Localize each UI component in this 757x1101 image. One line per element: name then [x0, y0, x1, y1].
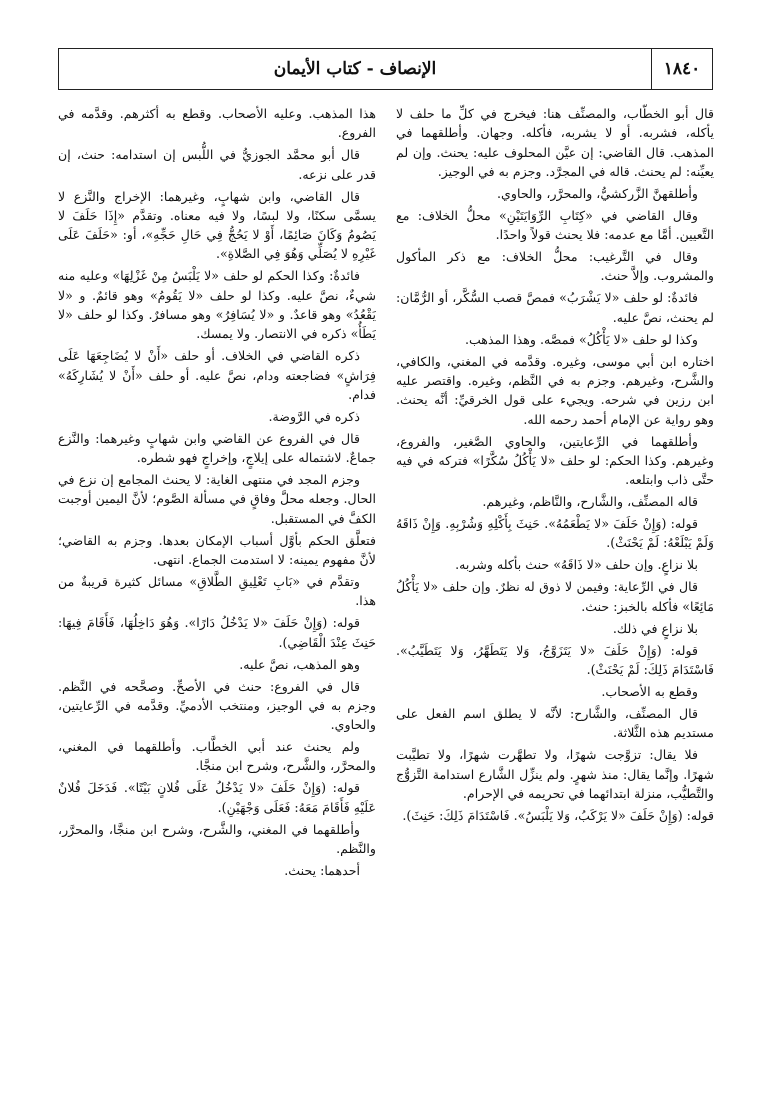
- paragraph: وتقدَّم في «بَابِ تَعْلِيقِ الطَّلاقِ» مسائل كثيرة قريبةٌ من هذا.: [58, 574, 376, 609]
- paragraph: وكذا لو حلف «لا يَأْكُلُ» فمصَّه. وهذا المذهب.: [464, 331, 698, 347]
- paragraph: أحدهما: يحنث.: [284, 862, 360, 878]
- paragraph: اختاره ابن أبي موسى، وغيره. وقدَّمه في المغني، والكافي، والشَّرح، وغيرهم. وجزم به في النَّظم، وغيره. واقتصر عليه ابن رزين في شرحه. ويجيء على قول الخرقيِّ: أنَّه يحنث. وهو رواية عن الإمام أحمد رحمه الله.: [396, 353, 714, 427]
- paragraph: فائدةٌ: لو حلف «لا يَشْرَبُ» فمصَّ قصب السُّكَّر، أو الرُّمَّان: لم يحنث، نصَّ عليه.: [396, 290, 714, 325]
- paragraph: ذكره في الرَّوضة.: [268, 408, 360, 424]
- page-header: [58, 48, 713, 90]
- right-text-column: [396, 104, 714, 1094]
- paragraph: وقال القاضي في «كِتَابِ الرِّوَايَتَيْنِ» محلُّ الخلاف: مع التَّعيين. أمَّا مع عدمه: فلا يحنث قولاً واحدًا.: [396, 207, 714, 243]
- paragraph: قوله: (وَإِنْ حَلَفَ «لا يَدْخُلُ دَارًا». وَهُوَ دَاخِلُهَا، فَأَقَامَ فِيهَا: حَنِثَ عِنْدَ الْقَاضِي).: [58, 615, 376, 650]
- paragraph: بلا نزاعٍ في ذلك.: [612, 620, 698, 636]
- paragraph: قوله: (وَإِنْ حَلَفَ «لا يَدْخُلُ عَلَى فُلانٍ بَيْتًا». فَدَخَلَ فُلانٌ عَلَيْهِ فَأَقَامَ مَعَهُ: فَعَلَى وَجْهَيْنِ).: [58, 780, 376, 815]
- paragraph: وأطلقهنَّ الزَّركشيُّ، والمحرَّر، والحاوي.: [497, 185, 698, 201]
- paragraph: وأطلقهما في الرِّعايتين، والحاوي الصَّغير، والفروع، وغيرهم. وكذا الحكم: لو حلف «لا يَأْكُلُ سُكَّرًا» فتركه في فيه حتَّى ذاب وابتلعه.: [396, 433, 714, 488]
- paragraph: قال في الفروع عن القاضي وابن شهابٍ وغيرهما: والنَّزع جماعٌ. لاشتماله على إيلاجٍ، وإخراجٍ فهو شطره.: [58, 430, 376, 466]
- paragraph: قوله: (وَإِنْ حَلَفَ «لا يَرْكَبُ، وَلا يَلْبَسُ». فَاسْتَدَامَ ذَلِكَ: حَنِثَ).: [402, 807, 714, 823]
- paragraph: وقطع به الأصحاب.: [601, 683, 698, 699]
- paragraph: فلا يقال: تزوَّجت شهرًا، ولا تطهَّرت شهرًا، ولا تطيَّبت شهرًا. وإنَّما يقال: منذ شهرٍ. ولم ينزِّل الشَّارع استدامة التَّزوُّج والتَّطيُّب، منزلة ابتدائهما في تحريمه في الإحرام.: [396, 747, 714, 801]
- paragraph: وأطلقهما في المغني، والشَّرح، وشرح ابن منجَّا، والمحرَّر، والنَّظم.: [58, 821, 376, 856]
- left-text-column: [58, 104, 376, 1094]
- paragraph: قوله: (وَإِنْ حَلَفَ «لا يَتَزَوَّجُ، وَلا يَتَطَهَّرُ، وَلا يَتَطَيَّبُ». فَاسْتَدَامَ ذَلِكَ: لَمْ يَحْنَثْ).: [396, 642, 714, 677]
- paragraph: قوله: (وَإِنْ حَلَفَ «لا يَطْعَمُهُ». حَنِثَ بِأَكْلِهِ وَشُرْبِهِ. وَإِنْ ذَاقَهُ وَلَمْ يَبْلَعْهُ: لَمْ يَحْنَثْ).: [396, 516, 714, 551]
- paragraph: وقال في التَّرغيب: محلُّ الخلاف: مع ذكر المأكول والمشروب. وإلاَّ حنث.: [396, 249, 714, 284]
- page-number: ١٨٤٠: [651, 49, 712, 89]
- paragraph: قال في الفروع: حنث في الأصحِّ. وصحَّحه في النَّظم. وجزم به في الوجيز، ومنتخب الأدميِّ. وقدَّمه في الرِّعايتين، والحاوي.: [58, 678, 376, 733]
- paragraph: ذكره القاضي في الخلاف. أو حلف «أَنْ لا يُضَاجِعَهَا عَلَى فِرَاشٍ» فضاجعته ودام، نصَّ عليه. أو حلف «أَنْ لا يُشَارِكَهُ» فدام.: [58, 348, 376, 402]
- paragraph: قال في الرِّعاية: وفيمن لا ذوق له نظرٌ. وإن حلف «لا يَأْكُلُ مَائِعًا» فأكله بالخبز: حنث.: [396, 579, 714, 614]
- paragraph: فائدةٌ: وكذا الحكم لو حلف «لا يَلْبَسُ مِنْ غَزْلِهَا» وعليه منه شيءٌ، نصَّ عليه. وكذا لو حلف «لا يَقُومُ» وهو قائمٌ. و «لا يَقْعُدُ» وهو قاعدٌ. و «لا يُسَافِرُ» وهو مسافرٌ. وكذا لو حلف «لا يَطَأُ» ذكره في الانتصار. ولا يمسك.: [58, 268, 376, 342]
- paragraph: قال أبو الخطَّاب، والمصنِّف هنا: فيخرج في كلِّ ما حلف لا يأكله، فشربه. أو لا يشربه، فأكله. وجهان. وأطلقهما في المذهب. قال القاضي: إن عيَّن المحلوف عليه: يحنث. وإن لم يعيِّنه: لم يحنث. قاله في المجرَّد. وجزم به في الوجيز.: [396, 106, 714, 179]
- paragraph: قال القاضي، وابن شهابٍ، وغيرهما: الإخراج والنَّزع لا يسمَّى سكنًا، ولا لبسًا، ولا فيه معناه. وتقدَّم «إِذَا حَلَفَ لا يَصُومُ وَكَانَ صَائِمًا، أَوْ لا يَحُجُّ فِي حَالِ حَجِّهِ»، أو: «حَلَفَ عَلَى غَيْرِهِ لا يُصَلِّي وَهُوَ فِي الصَّلاةِ».: [58, 188, 376, 262]
- paragraph: قال أبو محمَّد الجوزيُّ في اللُّبس إن استدامه: حنث، إن قدر على نزعه.: [58, 147, 376, 182]
- paragraph: قال المصنِّف، والشَّارح: لأنَّه لا يطلق اسم الفعل على مستديم هذه الثَّلاثة.: [396, 705, 714, 741]
- paragraph: فتعلَّق الحكم بأوَّل أسباب الإمكان بعدها. وجزم به القاضي؛ لأنَّ مفهوم يمينه: لا استدمت الجماع. انتهى.: [58, 532, 376, 568]
- paragraph: هذا المذهب. وعليه الأصحاب. وقطع به أكثرهم. وقدَّمه في الفروع.: [58, 106, 376, 141]
- paragraph: وجزم المجد في منتهى الغاية: لا يحنث المجامع إن نزع في الحال. وجعله محلَّ وفاقٍ في مسألة الصَّوم؛ لأنَّ اليمين أوجبت الكفَّ في المستقبل.: [58, 472, 376, 526]
- page-title: الإنصاف - كتاب الأيمان: [273, 59, 437, 79]
- paragraph: قاله المصنِّف، والشَّارح، والنَّاظم، وغيرهم.: [482, 494, 698, 510]
- paragraph: بلا نزاعٍ. وإن حلف «لا ذَاقَهُ» حنث بأكله وشربه.: [455, 557, 698, 573]
- paragraph: وهو المذهب، نصَّ عليه.: [239, 656, 360, 672]
- paragraph: ولم يحنث عند أبي الخطَّاب. وأطلقهما في المغني، والمحرَّر، والشَّرح، وشرح ابن منجَّا.: [58, 739, 376, 774]
